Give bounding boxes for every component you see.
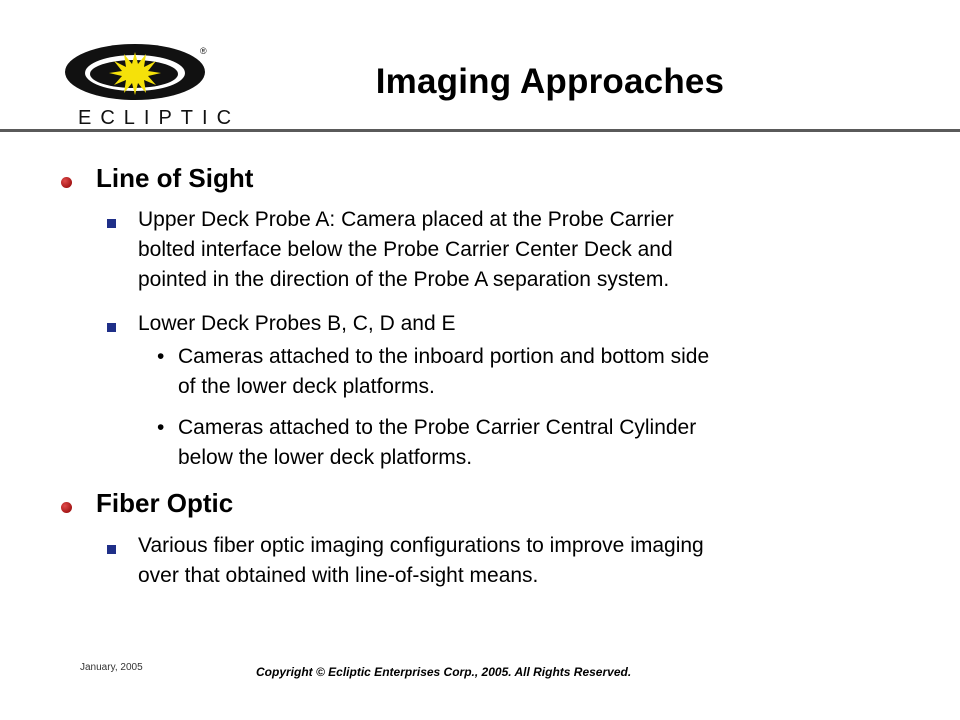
item-upper-deck-line-2: bolted interface below the Probe Carrier Center Deck and [138, 238, 673, 261]
sub-item-bullet: • [157, 345, 165, 368]
sub-item-cylinder-line-2: below the lower deck platforms. [178, 446, 473, 469]
trademark-symbol: ® [200, 46, 207, 56]
sub-item-inboard-line-2: of the lower deck platforms. [178, 375, 435, 398]
item-fiber-line-2: over that obtained with line-of-sight means. [138, 564, 539, 587]
section-heading-fiber-optic: Fiber Optic [96, 488, 234, 518]
item-lower-deck: Lower Deck Probes B, C, D and E [138, 312, 456, 335]
section-bullet [61, 502, 72, 513]
sub-item-inboard-line-1: Cameras attached to the inboard portion and bottom side [178, 345, 710, 368]
footer-date: January, 2005 [80, 662, 143, 673]
section-bullet [61, 177, 72, 188]
item-bullet [107, 323, 116, 332]
item-fiber-line-1: Various fiber optic imaging configurations to improve imaging [138, 534, 704, 557]
item-upper-deck-line-3: pointed in the direction of the Probe A separation system. [138, 268, 670, 291]
sub-item-bullet: • [157, 416, 165, 439]
item-bullet [107, 545, 116, 554]
header-divider [0, 129, 960, 132]
footer-copyright: Copyright © Ecliptic Enterprises Corp., 2005. All Rights Reserved. [256, 665, 632, 679]
ecliptic-logo [58, 42, 241, 130]
page-title: Imaging Approaches [375, 62, 725, 101]
ecliptic-logo-graphic [58, 42, 241, 130]
item-upper-deck-line-1: Upper Deck Probe A: Camera placed at the Probe Carrier [138, 208, 674, 231]
brand-wordmark: ECLIPTIC [78, 107, 241, 129]
sub-item-cylinder-line-1: Cameras attached to the Probe Carrier Central Cylinder [178, 416, 697, 439]
section-heading-line-of-sight: Line of Sight [96, 163, 254, 193]
item-bullet [107, 219, 116, 228]
